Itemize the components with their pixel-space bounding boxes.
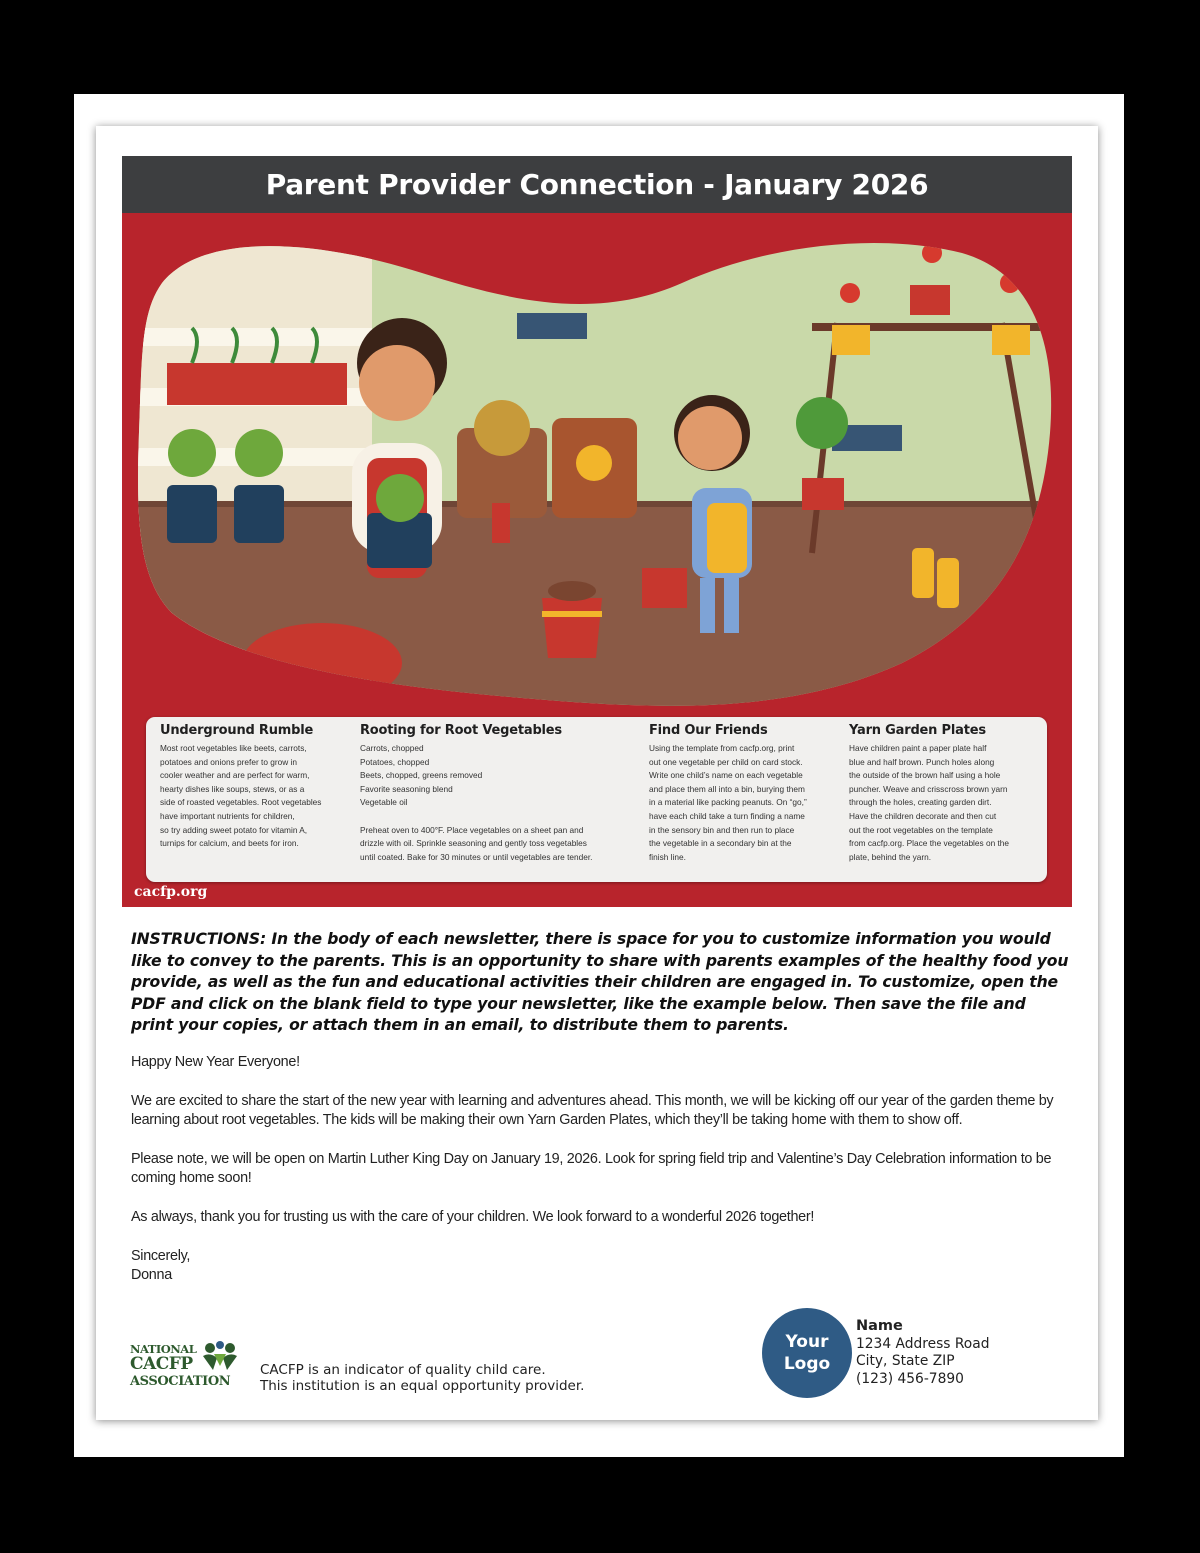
contact-address: 1234 Address Road — [856, 1335, 990, 1352]
paragraph: Please note, we will be open on Martin Luther King Day on January 19, 2026. Look for spring field trip and Valentine’s Day Celebration information to be coming home soon! — [131, 1150, 1052, 1187]
contact-info — [856, 1318, 989, 1388]
your-logo-placeholder: Your Logo — [762, 1308, 852, 1398]
contact-name: Name — [856, 1318, 903, 1334]
cacfp-association-logo: NATIONAL CACFP ASSOCIATION — [130, 1340, 245, 1390]
contact-city: City, State ZIP — [856, 1353, 955, 1369]
column-text: Have children paint a paper plate half blue and half brown. Punch holes along the outside of the brown half using a hole puncher. Weave and crisscross brown yarn through the holes, creating garden dirt. Have the children decorate and then cut out the root vegetables on the template from cacfp.org. Place the vegetables on the plate, behind the yarn. — [849, 743, 1010, 862]
column-title: Underground Rumble — [160, 723, 314, 738]
paragraph: As always, thank you for trusting us with the care of your children. We look forward to a wonderful 2026 together! — [131, 1208, 815, 1225]
column-title: Find Our Friends — [649, 723, 768, 738]
column-rooting-recipe — [360, 717, 640, 864]
contact-phone: (123) 456-7890 — [856, 1370, 964, 1387]
footer — [130, 1318, 1070, 1398]
info-card — [146, 717, 1047, 882]
signature: Donna — [131, 1267, 172, 1284]
column-yarn-garden-plates — [849, 717, 1039, 864]
paragraph: We are excited to share the start of the new year with learning and adventures ahead. This month, we will be kicking off our year of the garden theme by learning about root vegetables. The kids will be making their own Yarn Garden Plates, which they’ll be taking home with them to show off. — [131, 1092, 1054, 1129]
header-bar — [122, 156, 1072, 213]
column-text: Using the template from cacfp.org, print out one vegetable per child on card stock. Write one child’s name on each vegetable and place them all into a bin, burying them in a material like packing peanuts. On “go,” have each child take a turn finding a name in the sensory bin and then run to place the vegetable in a secondary bin at the finish line. — [649, 743, 807, 862]
newsletter-title: Parent Provider Connection - January 2026 — [265, 168, 929, 201]
instructions-text: INSTRUCTIONS: In the body of each newsletter, there is space for you to customize information you would like to convey to the parents. This is an opportunity to share with parents examples of the healthy food you provide, as well as the fun and educational activities their children are engaged in. To customize, open the PDF and click on the blank field to type your newsletter, like the example below. Then save the file and print your copies, or attach them in an email, to distribute them to parents. — [131, 930, 1069, 1035]
column-title: Yarn Garden Plates — [849, 723, 986, 738]
people-icon — [200, 1340, 240, 1374]
column-underground-rumble — [160, 717, 350, 851]
closing: Sincerely, — [131, 1247, 191, 1264]
quality-statement: CACFP is an indicator of quality child care. This institution is an equal opportunity provider. — [260, 1362, 585, 1394]
column-text: Carrots, chopped Potatoes, chopped Beets, chopped, greens removed Favorite seasoning blend Vegetable oil Preheat oven to 400°F. Place vegetables on a sheet pan and drizzle with oil. Sprinkle seasoning and gently toss vegetables until coated. Bake for 30 minutes or until vegetables are tender. — [360, 743, 593, 862]
newsletter-body[interactable] — [131, 929, 1071, 1286]
greeting: Happy New Year Everyone! — [131, 1053, 300, 1070]
column-find-our-friends — [649, 717, 839, 864]
signoff — [131, 1247, 1071, 1286]
column-title: Rooting for Root Vegetables — [360, 723, 562, 738]
website-link[interactable]: cacfp.org — [134, 884, 208, 900]
column-text: Most root vegetables like beets, carrots, potatoes and onions prefer to grow in cooler weather and are perfect for warm, hearty dishes like soups, stews, or as a side of roasted vegetables. Root vegetables have important nutrients for children, so try adding sweet potato for vitamin A, turnips for calcium, and beets for iron. — [160, 743, 322, 849]
